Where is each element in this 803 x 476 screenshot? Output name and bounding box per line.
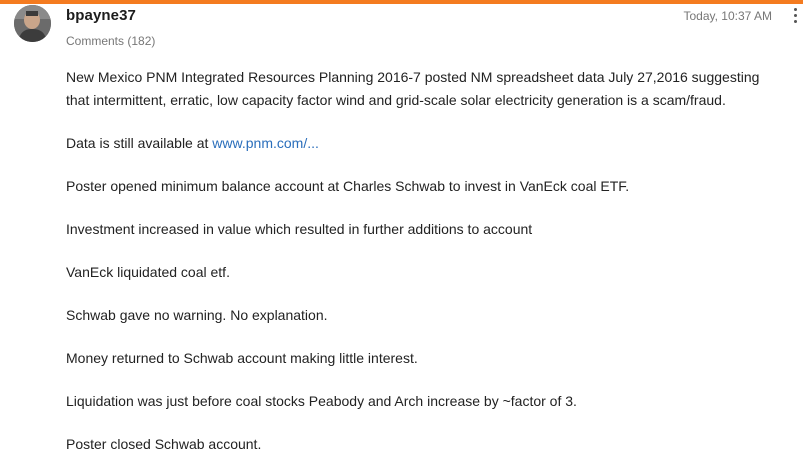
comment-author[interactable]: bpayne37 — [66, 7, 136, 24]
avatar[interactable] — [14, 5, 51, 42]
comment-paragraph — [66, 132, 786, 155]
comment-paragraph: Schwab gave no warning. No explanation. — [66, 307, 328, 323]
comment-body — [66, 66, 786, 476]
pnm-link[interactable]: www.pnm.com/... — [212, 135, 319, 151]
comment-timestamp: Today, 10:37 AM — [683, 9, 772, 23]
comment-paragraph: Liquidation was just before coal stocks Peabody and Arch increase by ~factor of 3. — [66, 393, 577, 409]
comment-paragraph: VanEck liquidated coal etf. — [66, 264, 230, 280]
user-avatar-icon — [14, 5, 51, 42]
kebab-menu-icon[interactable] — [790, 8, 800, 28]
link-prefix-text: Data is still available at — [66, 135, 213, 151]
comment-paragraph: Investment increased in value which resulted in further additions to account — [66, 221, 533, 237]
comment-paragraph: Poster closed Schwab account. — [66, 436, 262, 452]
author-comments-count[interactable]: Comments (182) — [66, 34, 156, 48]
comment-paragraph: New Mexico PNM Integrated Resources Planning 2016-7 posted NM spreadsheet data July 27,2016 suggesting that intermittent, erratic, low capacity factor wind and grid-scale solar electricity generation is a scam/fraud. — [66, 69, 760, 108]
top-accent-bar — [0, 0, 803, 4]
comment-paragraph: Money returned to Schwab account making little interest. — [66, 350, 418, 366]
comment-paragraph: Poster opened minimum balance account at Charles Schwab to invest in VanEck coal ETF. — [66, 178, 630, 194]
